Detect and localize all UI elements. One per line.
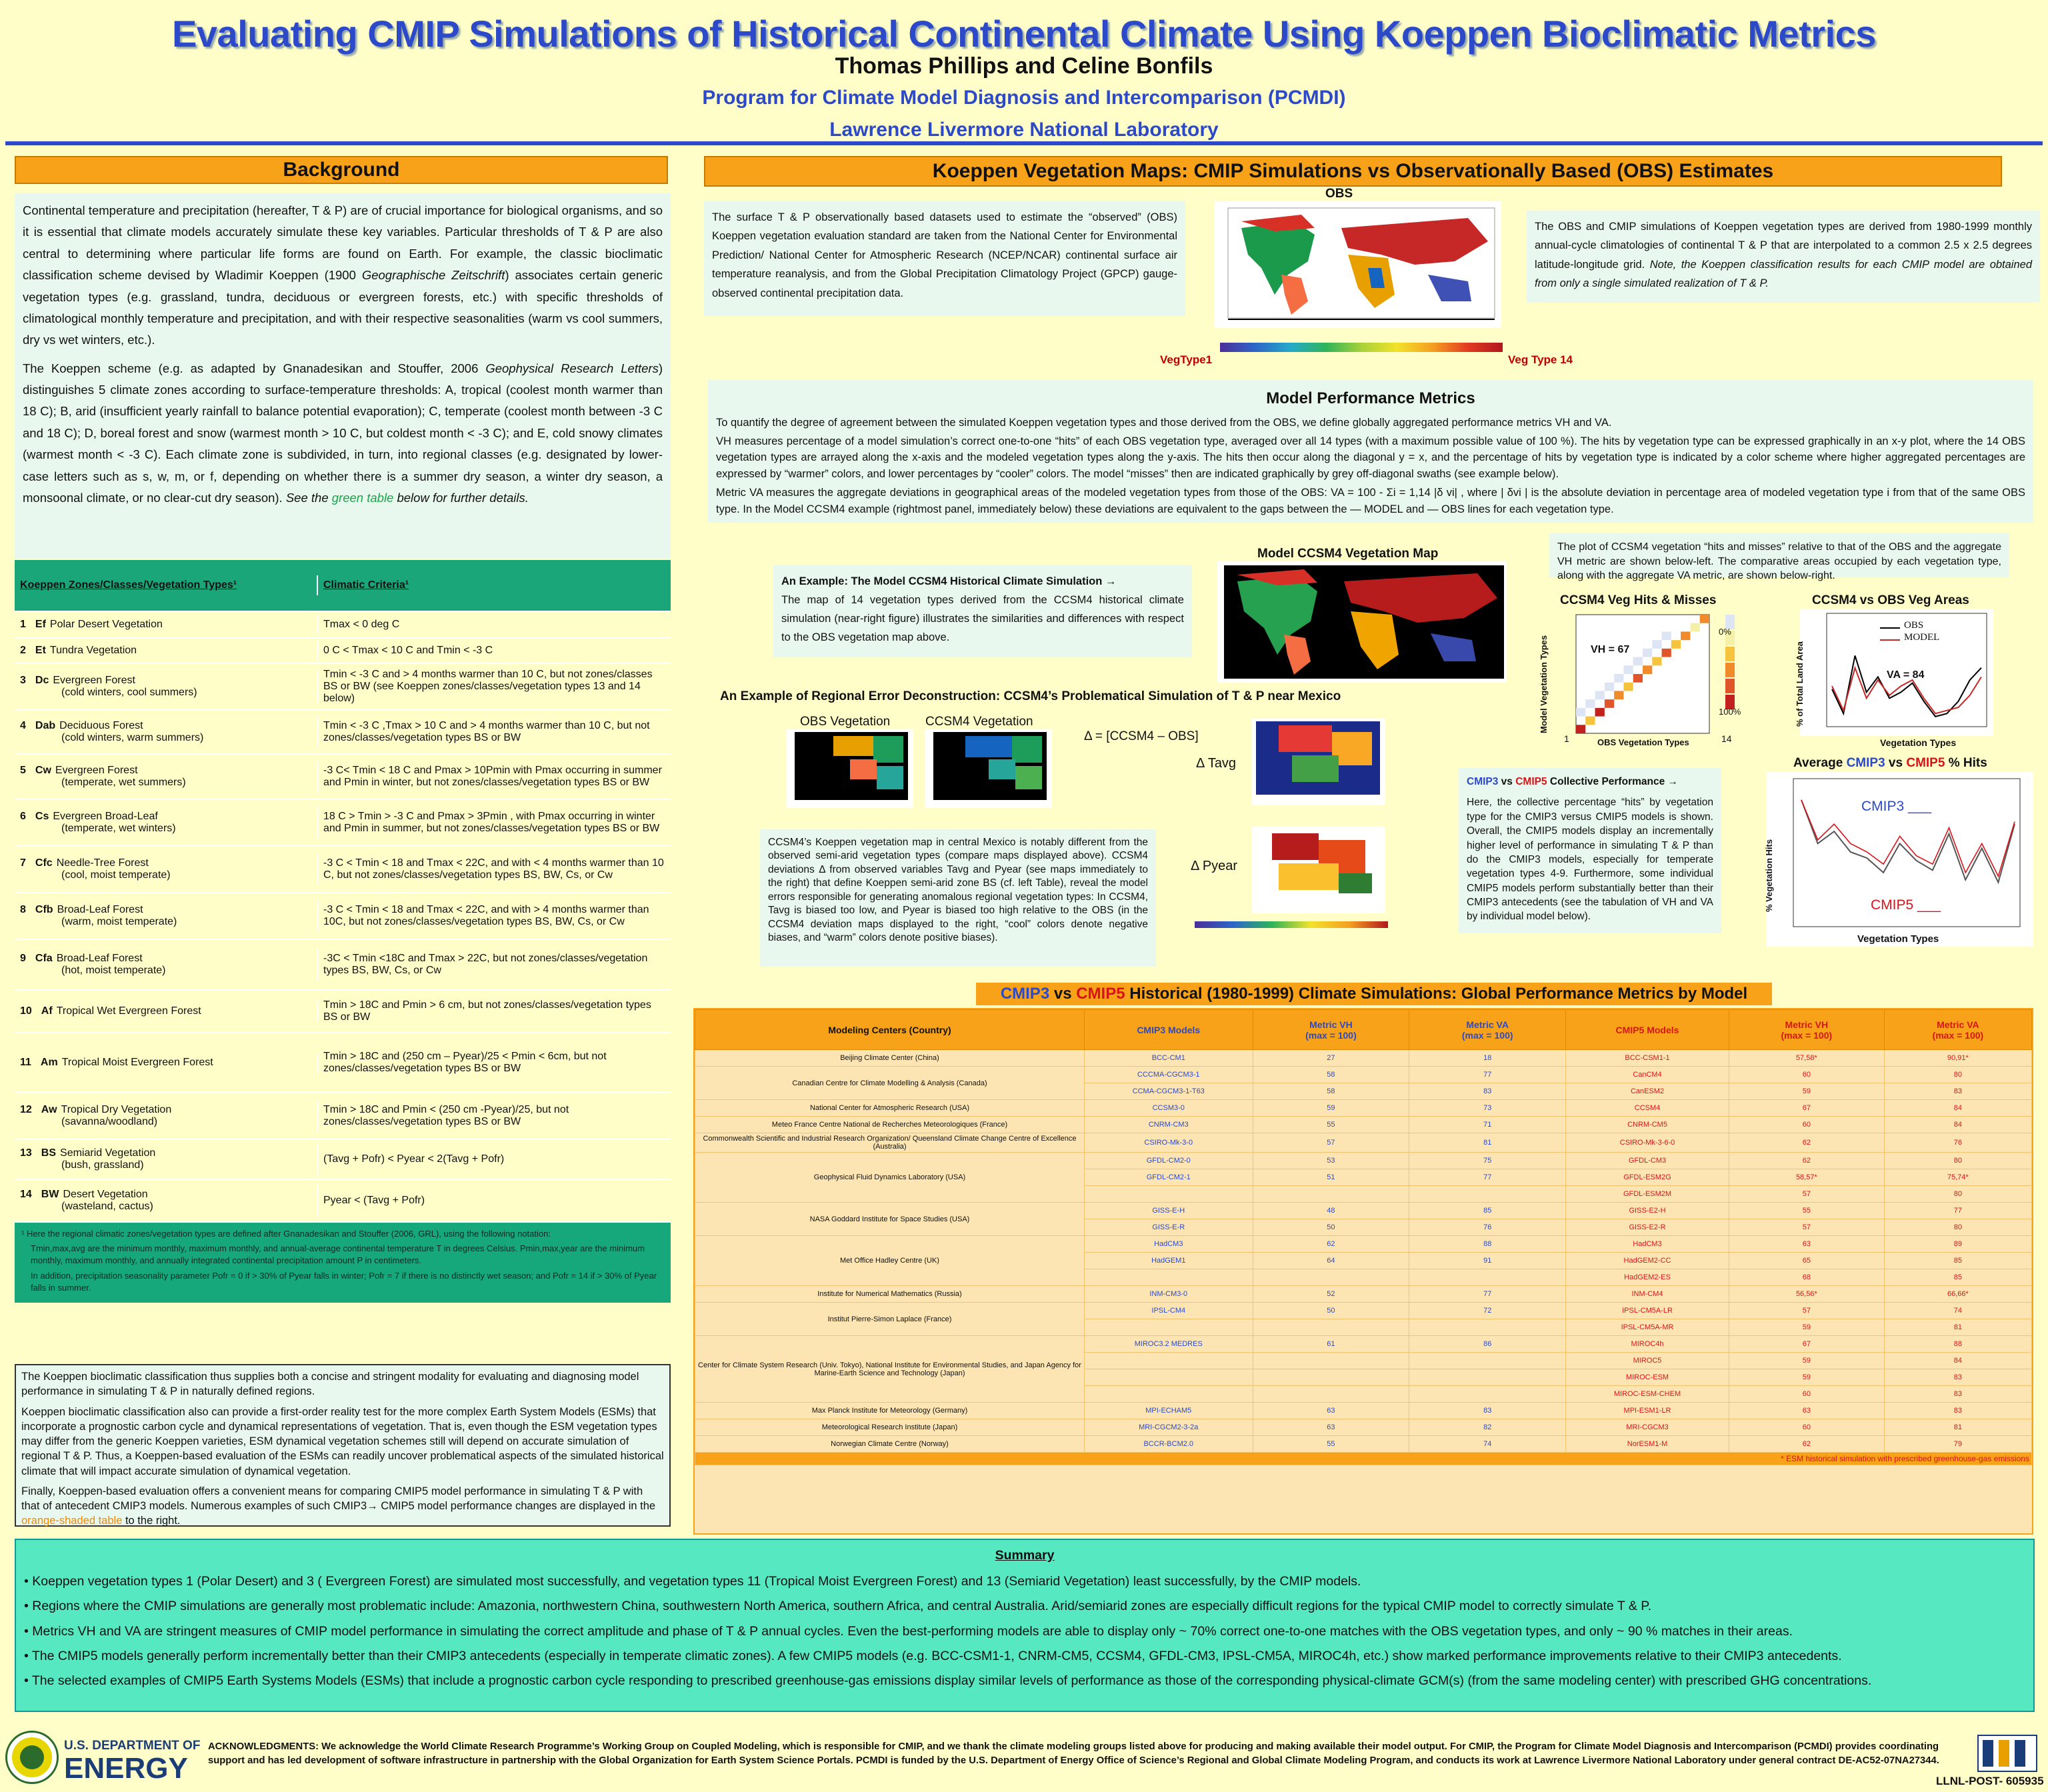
- regional-obs-map: [787, 729, 913, 808]
- ccsm4-map: [1217, 561, 1507, 683]
- obs-text: The surface T & P observationally based datasets used to estimate the “observed” (OBS) Koeppen vegetation evaluation standard are taken from the National Center for Environmental Prediction/ National Center for Atmospheric Research (NCEP/NCAR) continental surface air temperature reanalysis, and from the Global Precipitation Climatology Project (GPCP) gauge-observed continental precipitation data.: [704, 201, 1185, 316]
- table-row: Geophysical Fluid Dynamics Laboratory (USA) GFDL-CM2-0 53 75 GFDL-CM3 62 80: [695, 1153, 2032, 1169]
- collective-ylabel: % Vegetation Hits: [1764, 839, 1774, 912]
- hit-cell: [1681, 631, 1690, 640]
- conclusions-box: The Koeppen bioclimatic classification thus supplies both a concise and stringent modality for evaluating and diagnosing model performance in simulating T & P in naturally defined regions. Koeppen bioclimatic classification also can provide a first-order reality test for the more complex Earth System Models (ESMs) that incorporate a prognostic carbon cycle and dynamical representations of vegetation. That is, even though the ESM vegetation types may differ from the generic Koeppen varieties, ESM dynamical vegetation schemes still will depend on accurate simulation of regional T & P. Thus, a Koeppen-based evaluation of the ESMs can readily uncover problematical aspects of the simulated historical climate that will impact accurate simulation of dynamical vegetation. Finally, Koeppen-based evaluation offers a convenient means for comparing CMIP5 model performance in simulating T & P with that of antecedent CMIP3 models. Numerous examples of such CMIP3→ CMIP5 model performance changes are displayed in the orange-shaded table to the right.: [15, 1364, 671, 1527]
- table-row: NASA Goddard Institute for Space Studies (USA) GISS-E-H 48 85 GISS-E2-H 55 77: [695, 1203, 2032, 1219]
- table-row: Met Office Hadley Centre (UK) HadCM3 62 88 HadCM3 63 89: [695, 1236, 2032, 1253]
- summary-item: • Koeppen vegetation types 1 (Polar Desert) and 3 ( Evergreen Forest) are simulated most successfully, and vegetation types 11 (Tropical Moist Evergreen Forest) and 13 (Semiarid Vegetation) least successfully, by the CMIP models.: [24, 1574, 1361, 1589]
- doe-seal-icon: [5, 1731, 59, 1784]
- koeppen-row: 6 Cs Evergreen Broad-Leaf (temperate, wet winters) 18 C > Tmin > -3 C and Pmax > 3Pmin , with Pmax occurring in winter and Pmin in summer, but not zones/classes/vegetation types BS or BW: [15, 800, 671, 847]
- affiliation-llnl: Lawrence Livermore National Laboratory: [829, 119, 1219, 141]
- miss-cell: [1614, 674, 1623, 683]
- veg-type-14-label: Veg Type 14: [1508, 353, 1573, 366]
- table-row: MIROC-ESM-CHEM 60 83: [695, 1386, 2032, 1403]
- koeppen-row: 1 Ef Polar Desert Vegetation Tmax < 0 deg C: [15, 612, 671, 639]
- obs-map: [1215, 201, 1501, 328]
- cmip3-label: CMIP3 ___: [1861, 799, 1932, 814]
- ccsm4-map-svg: [1217, 561, 1507, 683]
- collective-xlabel: Vegetation Types: [1857, 933, 1939, 945]
- areas-ylabel: % of Total Land Area: [1795, 641, 1805, 727]
- regional-obs-svg: [787, 729, 913, 808]
- dpyear-label: Δ Pyear: [1191, 859, 1238, 873]
- miss-cell: [1652, 640, 1661, 649]
- hit-cell: [1595, 708, 1605, 717]
- koeppen-table-note: ¹ Here the regional climatic zones/vegetation types are defined after Gnanadesikan and Stouffer (2006, GRL), using the following notation: Tmin,max,avg are the minimum monthly, maximum monthly, and annual-average continental temperature T in degrees Celsius. Pmin,max,year are the minimum monthly, maximum monthly, and annually integrated continental precipitation amount P in centimeters. In addition, precipitation seasonality parameter Pofr = 0 if > 30% of Pyear falls in winter; Pofr = 7 if there is no distinctly wet season; and Pofr = 14 if > 30% of Pyear falls in summer.: [15, 1223, 671, 1303]
- obs-map-title: OBS: [1325, 187, 1353, 201]
- poster-title: Evaluating CMIP Simulations of Historical Continental Climate Using Koeppen Bioclimatic Metrics: [172, 13, 1876, 55]
- pct-100: 100%: [1719, 707, 1741, 717]
- metrics-box: Model Performance Metrics To quantify the degree of agreement between the simulated Koeppen vegetation types and those derived from the OBS, we define globally aggregated performance metrics VH and VA. VH measures percentage of a model simulation’s correct one-to-one “hits” of each OBS vegetation type, averaged over all 14 types (with a maximum possible value of 100 %). The hits by vegetation type can be expressed graphically in an x-y plot, where the 14 OBS vegetation types are arrayed along the x-axis and the modeled vegetation types along the y-axis. The hits then occur along the diagonal y = x, and the percentage of hits by vegetation type is indicated by a color scheme where higher aggregated percentages are expressed by “warmer” colors, and lower percentages by “cooler” colors. The model “misses” then are indicated graphically by grey off-diagonal swaths (see example below). Metric VA measures the aggregate deviations in geographical areas of the modeled vegetation types from those of the OBS: VA = 100 - Σi = 1,14 |δ vi| , where | δvi | is the absolute deviation in percentage area of modeled vegetation type i from that of the same OBS type. In the Model CCSM4 example (rightmost panel, immediately below) these deviations are equivalent to the gaps between the — MODEL and — OBS lines for each vegetation type.: [708, 380, 2033, 523]
- hit-cell: [1576, 725, 1585, 733]
- summary-item: • Metrics VH and VA are stringent measures of CMIP model performance in simulating the correct amplitude and phase of T & P annual cycles. Even the best-performing models are able to display only ~ 70% correct one-to-one matches with the OBS vegetation types, and only ~ 90 % matches in their areas.: [24, 1623, 1793, 1639]
- table-row: CCMA-CGCM3-1-T63 58 83 CanESM2 59 83: [695, 1083, 2032, 1100]
- leg-model: MODEL: [1904, 632, 1940, 643]
- hit-cell: [1614, 691, 1623, 699]
- dpyear-svg: [1252, 827, 1385, 913]
- koeppen-table: [15, 560, 671, 1303]
- regional-ccsm-label: CCSM4 Vegetation: [925, 715, 1033, 729]
- koeppen-row: 10 Af Tropical Wet Evergreen Forest Tmin > 18C and Pmin > 6 cm, but not zones/classes/vegetation types BS or BW: [15, 991, 671, 1033]
- table-row: HadGEM2-ES 68 85: [695, 1269, 2032, 1286]
- summary-box: [15, 1539, 2035, 1712]
- acknowledgments: ACKNOWLEDGMENTS: We acknowledge the World Climate Research Programme’s Working Group on Coupled Modeling, which is responsible for CMIP, and we thank the climate modeling groups listed above for producing and making available their model output. For CMIP, the Program for Climate Model Diagnosis and Intercomparison (PCMDI) provides coordinating support and has led development of software infrastructure in partnership with the Global Organization for Earth System Science Portals. PCMDI is funded by the U.S. Department of Energy Office of Science’s Regional and Global Climate Modeling Program, and conducts its work at Lawrence Livermore National Laboratory under general contract DE-AC52-07NA27344.: [208, 1741, 1939, 1766]
- table-row: IPSL-CM5A-MR 59 81: [695, 1319, 2032, 1336]
- regional-obs-label: OBS Vegetation: [800, 715, 891, 729]
- veg-type-1-label: VegType1: [1160, 353, 1213, 366]
- miss-cell: [1633, 657, 1643, 666]
- hits-title: CCSM4 Veg Hits & Misses: [1560, 593, 1717, 607]
- background-text: Continental temperature and precipitation (hereafter, T & P) are of crucial importance for biological organisms, and so it is essential that climate models accurately simulate these key variables. Particular thresholds of T & P are also central to determining where particular life forms are found on Earth. For example, the classic bioclimatic classification scheme devised by Wladimir Koeppen (1900 Geographische Zeitschrift) associates certain generic vegetation types (e.g. grassland, tundra, deciduous or evergreen forests, etc.) with specific thresholds of climatological monthly temperature and precipitation, and with their respective seasonalities (warm vs cool summers, dry vs wet winters, etc.). The Koeppen scheme (e.g. as adapted by Gnanadesikan and Stouffer, 2006 Geophysical Research Letters) distinguishes 5 climate zones according to surface-temperature thresholds: A, tropical (coolest month warmer than 18 C); B, arid (insufficient yearly rainfall to balance potential evaporation); C, temperate (coolest month between -3 C and 18 C); D, boreal forest and snow (warmest month > 10 C, but coldest month < -3 C); and E, cold snowy climates (warmest month < -3 C). Each climate zone is subdivided, in turn, into regional classes (e.g. designated by lower-case letters such as s, w, m, or f, depending on whether there is a summer dry season, a winter dry season, a monsoonal climate, or no clear-cut dry season). See the green table below for further details.: [15, 193, 671, 559]
- regional-ccsm-map: [925, 729, 1052, 808]
- table-row: National Center for Atmospheric Research (USA) CCSM3-0 59 73 CCSM4 67 84: [695, 1100, 2032, 1117]
- table-row: HadGEM1 64 91 HadGEM2-CC 65 85: [695, 1253, 2032, 1269]
- koeppen-row: 2 Et Tundra Vegetation 0 C < Tmax < 10 C and Tmin < -3 C: [15, 639, 671, 664]
- areas-va: VA = 84: [1887, 669, 1925, 681]
- hits-ylabel: Model Vegetation Types: [1539, 635, 1549, 733]
- dtavg-label: Δ Tavg: [1196, 756, 1237, 771]
- koeppen-row: 13 BS Semiarid Vegetation (bush, grassland) (Tavg + Pofr) < Pyear < 2(Tavg + Pofr): [15, 1140, 671, 1180]
- table-row: Center for Climate System Research (Univ. Tokyo), National Institute for Environmental Studies, and Japan Agency for Marine-Earth Science and Technology (Japan) MIROC3.2 MEDRES 61 86 MIROC4h 67 88: [695, 1336, 2032, 1353]
- table-row: GFDL-CM2-1 51 77 GFDL-ESM2G 58,57* 75,74*: [695, 1169, 2032, 1186]
- hit-cell: [1633, 674, 1643, 683]
- hits-xlabel: OBS Vegetation Types: [1597, 737, 1689, 747]
- table-row: GISS-E-R 50 76 GISS-E2-R 57 80: [695, 1219, 2032, 1236]
- table-row: Institute for Numerical Mathematics (Russia) INM-CM3-0 52 77 INM-CM4 56,56* 66,66*: [695, 1286, 2032, 1303]
- koeppen-row: 8 Cfb Broad-Leaf Forest (warm, moist temperate) -3 C < Tmin < 18 and Tmax < 22C, and with > 4 months warmer than 10C, but not zones/classes/vegetation types BS, BW, Cs, or Cw: [15, 893, 671, 940]
- miss-cell: [1623, 665, 1633, 674]
- table-row: GFDL-ESM2M 57 80: [695, 1186, 2032, 1203]
- table-row: Canadian Centre for Climate Modelling & Analysis (Canada) CCCMA-CGCM3-1 58 77 CanCM4 60 80: [695, 1067, 2032, 1083]
- summary-item: • Regions where the CMIP simulations are generally most problematic include: Amazonia, northwestern China, southwestern North America, southern Africa, and central Australia. Arid/semiarid zones are especially difficult regions for the typical CMIP model to correctly simulate T & P.: [24, 1599, 1652, 1614]
- dtavg-map: [1252, 719, 1385, 805]
- delta-colorbar: [1195, 921, 1388, 928]
- metrics-table-footnote-row: * ESM historical simulation with prescribed greenhouse-gas emissions: [695, 1453, 2032, 1465]
- hit-cell: [1671, 640, 1681, 649]
- hit-cell: [1605, 699, 1614, 708]
- koeppen-row: 11 Am Tropical Moist Evergreen Forest Tmin > 18C and (250 cm – Pyear)/25 < Pmin < 6cm, but not zones/classes/vegetation types BS or BW: [15, 1033, 671, 1093]
- table-row: MIROC-ESM 59 83: [695, 1369, 2032, 1386]
- plot-note: The plot of CCSM4 vegetation “hits and misses” relative to that of the OBS and the aggregate VH metric are shown below-left. The comparative areas occupied by each vegetation type, along with the aggregate VA metric, are shown below-right.: [1549, 533, 2009, 577]
- koeppen-row: 9 Cfa Broad-Leaf Forest (hot, moist temperate) -3C < Tmin <18C and Tmax > 22C, but not zones/classes/vegetation types BS, BW, Cs, or Cw: [15, 940, 671, 991]
- dtavg-svg: [1252, 719, 1385, 805]
- table-row: Norwegian Climate Centre (Norway) BCCR-BCM2.0 55 74 NorESM1-M 62 79: [695, 1436, 2032, 1453]
- areas-xlabel: Vegetation Types: [1880, 737, 1957, 748]
- koeppen-row: 4 Dab Deciduous Forest (cold winters, warm summers) Tmin < -3 C ,Tmax > 10 C and > 4 months warmer than 10 C, but not zones/classes/vegetation types BS or BW: [15, 711, 671, 755]
- koeppen-row: 7 Cfc Needle-Tree Forest (cool, moist temperate) -3 C < Tmin < 18 and Tmax < 22C, and with < 4 months warmer than 10 C, but not zones/classes/vegetation types BS, BW, Cs, or Cw: [15, 847, 671, 893]
- miss-cell: [1576, 708, 1585, 717]
- obs-map-svg: [1215, 201, 1501, 328]
- dpyear-map: [1252, 827, 1385, 913]
- table-row: MIROC5 59 84: [695, 1353, 2032, 1369]
- koeppen-row: 5 Cw Evergreen Forest (temperate, wet summers) -3 C< Tmin < 18 C and Pmax > 10Pmin with Pmax occurring in summer and Pmin in winter, but not zones/classes/vegetation types BS or BW: [15, 755, 671, 800]
- veg-colorbar: [1220, 343, 1503, 352]
- llnl-logo-icon: [1977, 1735, 2037, 1772]
- hit-cell: [1643, 665, 1652, 674]
- table-row: Meteo France Centre National de Recherches Meteorologiques (France) CNRM-CM3 55 71 CNRM-CM5 60 84: [695, 1117, 2032, 1133]
- doe-line1: U.S. DEPARTMENT OF: [64, 1739, 201, 1753]
- koeppen-row: 12 Aw Tropical Dry Vegetation (savanna/woodland) Tmin > 18C and Pmin < (250 cm -Pyear)/25, but not zones/classes/vegetation types BS or BW: [15, 1093, 671, 1140]
- table-row: Max Planck Institute for Meteorology (Germany) MPI-ECHAM5 63 83 MPI-ESM1-LR 63 83: [695, 1403, 2032, 1419]
- hits-x-1: 1: [1564, 733, 1569, 744]
- miss-cell: [1643, 649, 1652, 657]
- delta-label: Δ = [CCSM4 – OBS]: [1084, 729, 1199, 743]
- metrics-table-title: CMIP3 vs CMIP5 Historical (1980-1999) Climate Simulations: Global Performance Metrics by Model: [976, 983, 1772, 1005]
- hits-vh: VH = 67: [1591, 644, 1630, 655]
- header-divider: [5, 141, 2043, 145]
- maps-header: Koeppen Vegetation Maps: CMIP Simulations vs Observationally Based (OBS) Estimates: [704, 156, 2002, 187]
- summary-item: • The selected examples of CMIP5 Earth Systems Models (ESMs) that include a prognostic carbon cycle responding to prescribed greenhouse-gas emissions display similar levels of performance as those of the corresponding physical-climate GCM(s) (from the same modeling center) with prescribed GHG concentrations.: [24, 1673, 1872, 1688]
- hit-cell: [1662, 649, 1671, 657]
- cmip5-label: CMIP5 ___: [1871, 897, 1941, 913]
- hit-cell: [1585, 717, 1595, 725]
- hit-cell: [1690, 623, 1699, 632]
- hit-cell: [1652, 657, 1661, 666]
- llnl-post-id: LLNL-POST- 605935: [1936, 1775, 2044, 1787]
- koeppen-row: 14 BW Desert Vegetation (wasteland, cactus) Pyear < (Tavg + Pofr): [15, 1180, 671, 1223]
- metrics-table-header: Modeling Centers (Country) CMIP3 Models Metric VH (max = 100) Metric VA (max = 100) CMIP5 Models Metric VH (max = 100) Metric VA (max = 100): [695, 1010, 2032, 1050]
- koeppen-row: 3 Dc Evergreen Forest (cold winters, cool summers) Tmin < -3 C and > 4 months warmer than 10 C, but not zones/classes BS or BW (see Koeppen zones/classes/vegetation types 13 and 14 below): [15, 664, 671, 711]
- table-row: Beijing Climate Center (China) BCC-CM1 27 18 BCC-CSM1-1 57,58* 90,91*: [695, 1050, 2032, 1067]
- pct-0: 0%: [1719, 627, 1731, 637]
- miss-cell: [1585, 699, 1595, 708]
- obs-right-note: The OBS and CMIP simulations of Koeppen vegetation types are derived from 1980-1999 monthly annual-cycle climatologies of continental T & P that are interpolated to a common 2.5 x 2.5 degrees latitude-longitude grid. Note, the Koeppen classification results for each CMIP model are obtained from only a single simulated realization of T & P.: [1527, 211, 2040, 303]
- metrics-table: [693, 1008, 2033, 1535]
- summary-item: • The CMIP5 models generally perform incrementally better than their CMIP3 antecedents (especially in temperate climatic zones). A few CMIP5 models (e.g. BCC-CSM1-1, CNRM-CM5, CCSM4, GFDL-CM3, IPSL-CM5A, MIROC4h, etc.) show marked performance improvements relative to their CMIP3 antecedents.: [24, 1648, 1842, 1663]
- llnl-logo-svg: [1979, 1736, 2036, 1771]
- authors: Thomas Phillips and Celine Bonfils: [835, 53, 1213, 79]
- table-row: Meteorological Research Institute (Japan) MRI-CGCM2-3-2a 63 82 MRI-CGCM3 60 81: [695, 1419, 2032, 1436]
- regional-ccsm-svg: [925, 729, 1052, 808]
- metrics-table-grid: [695, 1009, 2032, 1465]
- collective-box: CMIP3 vs CMIP5 Collective Performance → Here, the collective percentage “hits” by vegetation type for the CMIP3 versus CMIP5 models is shown. Overall, the CMIP5 models display an incrementally higher level of performance in simulating T & P than do the CMIP3 models, especially for temperate vegetation types 4-9. Furthermore, some individual CMIP5 models perform substantially better than their CMIP3 antecedents (see the tabulation of VH and VA by individual model below).: [1459, 768, 1721, 933]
- miss-cell: [1662, 631, 1671, 640]
- affiliation-pcmdi: Program for Climate Model Diagnosis and Intercomparison (PCMDI): [702, 87, 1346, 109]
- hits-x-14: 14: [1721, 733, 1732, 744]
- hit-cell: [1700, 615, 1709, 623]
- areas-title: CCSM4 vs OBS Veg Areas: [1812, 593, 1969, 607]
- ccsm4-map-title: Model CCSM4 Vegetation Map: [1257, 547, 1439, 561]
- hit-cell: [1623, 683, 1633, 691]
- regional-title: An Example of Regional Error Deconstruction: CCSM4’s Problematical Simulation of T & P near Mexico: [720, 689, 1341, 703]
- miss-cell: [1595, 691, 1605, 699]
- metrics-title: Model Performance Metrics: [1266, 389, 1475, 407]
- regional-text: CCSM4’s Koeppen vegetation map in central Mexico is notably different from the observed semi-arid vegetation types (compare maps displayed above). CCSM4 deviations Δ from observed variables Tavg and Pyear (see maps immediately to the right) that define Koeppen semi-arid zone BS (cf. left Table), reveal the model errors responsible for generating anomalous regional vegetation types: In CCSM4, Tavg is biased too low, and Pyear is biased too high relative to the OBS (in the CCSM4 deviation maps displayed to the right, “cool” colors denote negative biases, and “warm” colors denote positive biases).: [760, 829, 1156, 967]
- table-row: Commonwealth Scientific and Industrial Research Organization/ Queensland Climate Change Centre of Excellence (Australia) CSIRO-Mk-3-0 57 81 CSIRO-Mk-3-6-0 62 76: [695, 1133, 2032, 1153]
- miss-cell: [1605, 683, 1614, 691]
- doe-seal-svg: [7, 1733, 57, 1782]
- table-row: Institut Pierre-Simon Laplace (France) IPSL-CM4 50 72 IPSL-CM5A-LR 57 74: [695, 1303, 2032, 1319]
- collective-plot-title: Average CMIP3 vs CMIP5 % Hits: [1793, 756, 1987, 770]
- example-box: An Example: The Model CCSM4 Historical Climate Simulation → The map of 14 vegetation types derived from the CCSM4 historical climate simulation (near-right figure) illustrates the similarities and differences with respect to the OBS vegetation map above.: [773, 565, 1192, 657]
- doe-line2: ENERGY: [64, 1752, 188, 1785]
- summary-title: Summary: [995, 1548, 1055, 1563]
- leg-obs: OBS: [1904, 620, 1924, 631]
- background-header: Background: [15, 156, 668, 184]
- koeppen-table-header: Koeppen Zones/Classes/Vegetation Types¹ Climatic Criteria¹: [15, 560, 671, 612]
